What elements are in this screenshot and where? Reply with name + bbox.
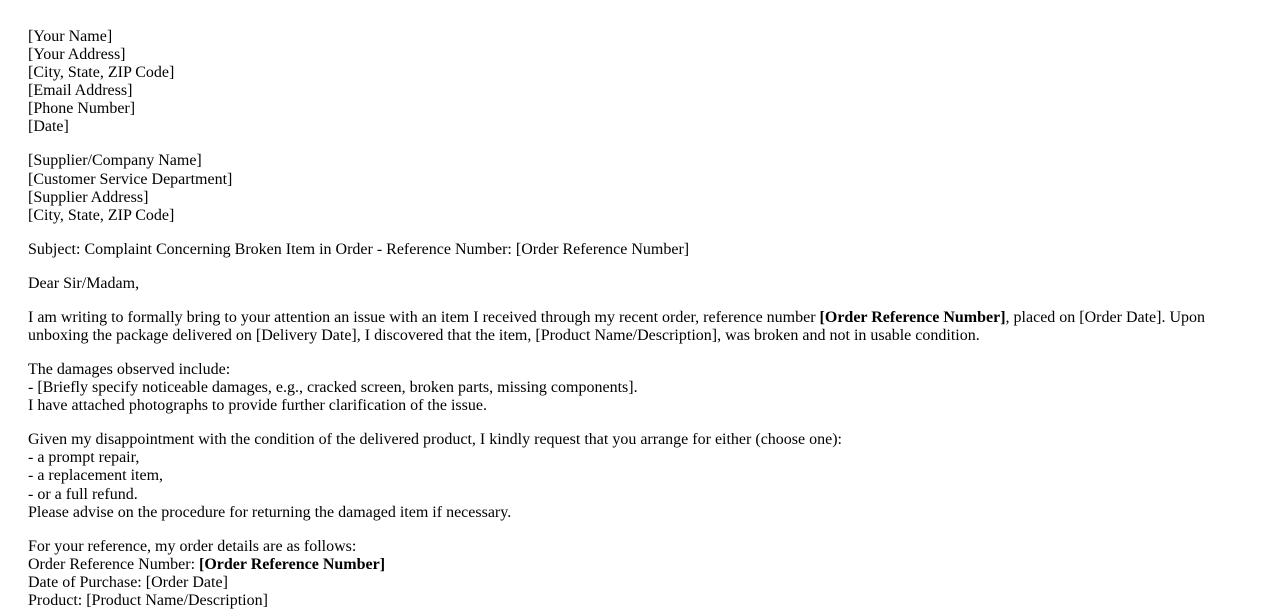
request-paragraph (28, 431, 1250, 521)
text-run: Subject: Complaint Concerning Broken Item in Order - Reference Number: [Order Reference Number] (28, 240, 690, 258)
text-run: - [Briefly specify noticeable damages, e.g., cracked screen, broken parts, missing components]. (28, 379, 638, 397)
text-run: [Phone Number] (28, 100, 136, 118)
text-run: [Date] (28, 118, 69, 136)
text-run: - a prompt repair, (28, 449, 140, 467)
placeholder-token-bold: [Order Reference Number] (199, 555, 386, 573)
text-run: [City, State, ZIP Code] (28, 64, 175, 82)
sender-address-block (28, 28, 1250, 136)
text-run: Please advise on the procedure for returning the damaged item if necessary. (28, 503, 512, 521)
text-run: [City, State, ZIP Code] (28, 206, 175, 224)
subject-line (28, 241, 1250, 259)
text-run: Order Reference Number: (28, 555, 200, 573)
text-run: Date of Purchase: [Order Date] (28, 573, 228, 591)
text-run: I am writing to formally bring to your attention an issue with an item I received through my recent order, reference number (28, 308, 820, 326)
opening-paragraph (28, 309, 1250, 345)
text-run: [Email Address] (28, 82, 133, 100)
order-details-paragraph (28, 538, 1250, 610)
text-run: [Your Address] (28, 46, 126, 64)
text-run: I have attached photographs to provide further clarification of the issue. (28, 397, 487, 415)
text-run: [Supplier Address] (28, 188, 149, 206)
text-run: - or a full refund. (28, 485, 138, 503)
text-run: [Supplier/Company Name] (28, 152, 202, 170)
placeholder-token-bold: [Order Reference Number] (819, 308, 1006, 326)
text-run: , placed on [Order Date]. Upon (1005, 308, 1206, 326)
text-run: [Customer Service Department] (28, 170, 233, 188)
damages-paragraph (28, 361, 1250, 415)
salutation (28, 275, 1250, 293)
text-run: For your reference, my order details are as follows: (28, 537, 357, 555)
text-run: The damages observed include: (28, 361, 231, 379)
text-run: Product: [Product Name/Description] (28, 591, 268, 609)
text-run: - a replacement item, (28, 467, 164, 485)
text-run: Dear Sir/Madam, (28, 274, 140, 292)
recipient-address-block (28, 152, 1250, 224)
text-run: unboxing the package delivered on [Delivery Date], I discovered that the item, [Product Name/Description], was broken and not in usable condition. (28, 327, 980, 345)
text-run: Given my disappointment with the condition of the delivered product, I kindly request that you arrange for either (choose one): (28, 431, 842, 449)
text-run: [Your Name] (28, 28, 113, 45)
